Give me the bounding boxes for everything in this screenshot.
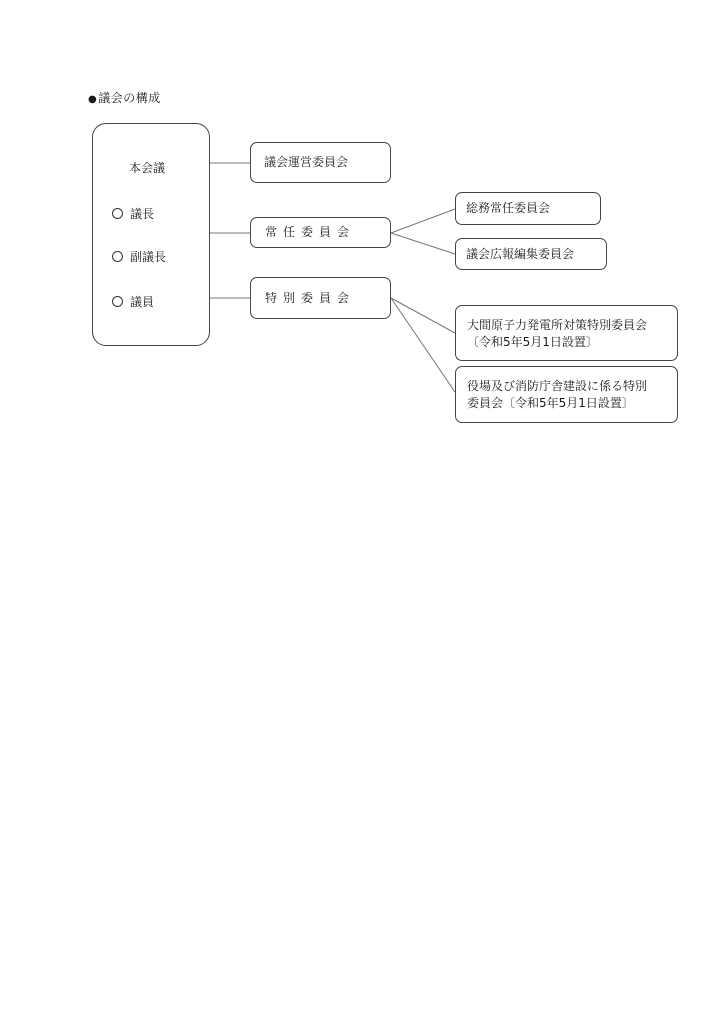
bullet-icon: ● <box>88 94 98 105</box>
steering-committee-box <box>250 142 391 183</box>
member-item-vice-chair <box>112 248 166 265</box>
member-label-councillor: 議員 <box>130 295 155 309</box>
member-item-chair <box>112 205 154 222</box>
general-affairs-committee-box <box>455 192 601 225</box>
plenary-session-box <box>92 123 210 346</box>
pr-editorial-committee-box <box>455 238 607 270</box>
special-committee-box <box>250 277 391 319</box>
building-committee-line1: 役場及び消防庁舎建設に係る特別 <box>467 379 648 393</box>
circle-icon <box>112 251 123 262</box>
general-affairs-committee-label: 総務常任委員会 <box>466 201 551 215</box>
pr-editorial-committee-label: 議会広報編集委員会 <box>466 246 575 261</box>
circle-icon <box>112 208 123 219</box>
special-committee-label: 特別委員会 <box>265 290 356 305</box>
building-committee-line2: 委員会〔令和5年5月1日設置〕 <box>467 396 634 410</box>
standing-committee-label: 常任委員会 <box>265 225 356 239</box>
plenary-session-heading: 本会議 <box>129 161 166 175</box>
nuclear-plant-committee-line2: 〔令和5年5月1日設置〕 <box>467 335 598 349</box>
connector-special-nuclear <box>391 298 455 333</box>
title-text: 議会の構成 <box>98 91 161 105</box>
connector-special-building <box>391 298 455 392</box>
nuclear-plant-committee-line1: 大間原子力発電所対策特別委員会 <box>467 318 648 332</box>
member-label-vice-chair: 副議長 <box>130 250 167 264</box>
member-item-councillor <box>112 293 154 310</box>
nuclear-plant-committee-box <box>455 305 678 361</box>
connector-standing-general <box>391 209 455 233</box>
building-committee-box <box>455 366 678 423</box>
member-label-chair: 議長 <box>130 207 155 221</box>
connector-standing-pr <box>391 233 455 254</box>
circle-icon <box>112 296 123 307</box>
standing-committee-box <box>250 217 391 248</box>
steering-committee-label: 議会運営委員会 <box>264 155 349 169</box>
